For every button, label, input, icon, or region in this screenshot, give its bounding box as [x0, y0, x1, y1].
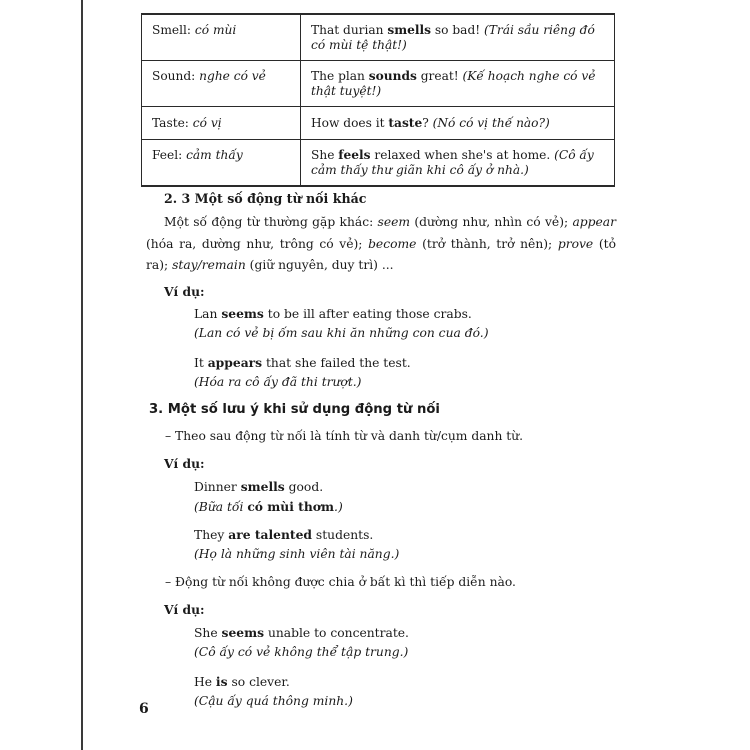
- example-sentence: [194, 353, 411, 373]
- example-sentence: [194, 672, 353, 692]
- verb-cell: [142, 61, 301, 107]
- verb-cell: [142, 107, 301, 140]
- example-text: great!: [416, 69, 463, 83]
- table-row: [142, 61, 615, 107]
- intro-text: (giữ nguyên, duy trì) ...: [245, 258, 394, 272]
- verb-term: Taste:: [152, 116, 189, 130]
- translation-text: .): [334, 500, 343, 514]
- example-translation: (Kế hoạch nghe có vẻ thật tuyệt!): [311, 69, 596, 98]
- example-translation: (Cậu ấy quá thông minh.): [194, 694, 353, 708]
- verb-term: Smell:: [152, 23, 192, 37]
- verb-meaning: nghe có vẻ: [199, 69, 266, 83]
- example-cell: [301, 140, 615, 187]
- translation-text: (Bữa tối: [194, 500, 248, 514]
- example-sentence: [194, 477, 343, 497]
- example-translation: (Trái sầu riêng đó có mùi tệ thật!): [311, 23, 595, 52]
- example-cell: [301, 14, 615, 61]
- example-translation: [194, 497, 343, 517]
- example-cell: [301, 107, 615, 140]
- example-text: good.: [284, 480, 324, 494]
- verb-cell: [142, 140, 301, 187]
- verb-stay-remain: stay/remain: [172, 258, 246, 272]
- example-text: to be ill after eating those crabs.: [263, 307, 472, 321]
- example-text: Dinner: [194, 480, 241, 494]
- example-text: It: [194, 356, 208, 370]
- usage-note-1: – Theo sau động từ nối là tính từ và danh từ/cụm danh từ.: [165, 429, 524, 443]
- example-translation: (Lan có vẻ bị ốm sau khi ăn những con cua đó.): [194, 326, 489, 340]
- example-text: She: [311, 148, 339, 162]
- example-text: She: [194, 626, 222, 640]
- page-number: 6: [139, 701, 149, 717]
- verb-meaning: cảm thấy: [186, 148, 243, 162]
- example-label: Ví dụ:: [164, 456, 205, 471]
- verb-term: Sound:: [152, 69, 196, 83]
- verb-meaning: có vị: [192, 116, 222, 130]
- verb-cell: [142, 14, 301, 61]
- section-heading-2-3: 2. 3 Một số động từ nối khác: [164, 191, 367, 206]
- page-margin-line: [81, 0, 83, 750]
- example-text: He: [194, 675, 216, 689]
- example-text: so bad!: [431, 23, 485, 37]
- example-verb: feels: [338, 148, 371, 162]
- example-verb: taste: [388, 116, 423, 130]
- example-verb: appears: [207, 355, 263, 370]
- example-cell: [301, 61, 615, 107]
- example-translation: (Cô ấy có vẻ không thể tập trung.): [194, 645, 409, 659]
- example-item: [194, 525, 399, 564]
- example-text: relaxed when she's at home.: [370, 148, 555, 162]
- example-text: so clever.: [227, 675, 290, 689]
- example-label: Ví dụ:: [164, 602, 205, 617]
- example-sentence: [194, 623, 409, 643]
- intro-text: (dường như, nhìn có vẻ);: [410, 215, 573, 229]
- example-sentence: [194, 304, 489, 324]
- example-verb: smells: [387, 23, 432, 37]
- example-text: ?: [422, 116, 433, 130]
- example-verb: seems: [221, 306, 264, 321]
- intro-text: (trở thành, trở nên);: [416, 236, 558, 251]
- example-verb: are talented: [228, 527, 313, 542]
- intro-text: (hóa ra, dường như, trông có vẻ);: [146, 236, 369, 251]
- example-verb: smells: [240, 479, 285, 494]
- example-text: The plan: [311, 69, 369, 83]
- table-row: [142, 140, 615, 187]
- verb-meaning: có mùi: [194, 23, 237, 37]
- example-text: They: [194, 528, 229, 542]
- table-row: [142, 107, 615, 140]
- example-text: students.: [312, 528, 374, 542]
- verb-term: Feel:: [152, 148, 183, 162]
- example-verb: sounds: [368, 69, 417, 83]
- translation-bold: có mùi thơm: [247, 499, 335, 514]
- verb-appear: appear: [572, 215, 617, 229]
- example-text: that she failed the test.: [262, 356, 411, 370]
- usage-note-2: – Động từ nối không được chia ở bất kì thì tiếp diễn nào.: [165, 575, 516, 589]
- example-sentence: [194, 525, 399, 545]
- table-row: [142, 14, 615, 61]
- linking-verbs-table: [141, 13, 615, 187]
- example-item: [194, 353, 411, 392]
- example-verb: is: [215, 674, 228, 689]
- example-text: How does it: [311, 116, 389, 130]
- example-item: [194, 672, 353, 711]
- example-translation: (Họ là những sinh viên tài năng.): [194, 547, 400, 561]
- example-text: unable to concentrate.: [264, 626, 409, 640]
- example-translation: (Cô ấy cảm thấy thư giãn khi cô ấy ở nhà.): [311, 148, 594, 177]
- example-label: Ví dụ:: [164, 284, 205, 299]
- example-verb: seems: [221, 625, 265, 640]
- example-text: That durian: [311, 23, 388, 37]
- example-translation: (Nó có vị thế nào?): [432, 116, 550, 130]
- section-heading-3: 3. Một số lưu ý khi sử dụng động từ nối: [149, 402, 440, 417]
- example-item: [194, 304, 489, 343]
- verb-seem: seem: [377, 215, 411, 229]
- example-translation: (Hóa ra cô ấy đã thi trượt.): [194, 375, 362, 389]
- section-intro-paragraph: [146, 212, 616, 277]
- verb-prove: prove: [557, 236, 594, 251]
- intro-text: (tỏ ra);: [146, 236, 616, 272]
- example-item: [194, 623, 409, 662]
- intro-text: Một số động từ thường gặp khác:: [164, 215, 378, 229]
- verb-become: become: [368, 236, 417, 251]
- example-text: Lan: [194, 307, 222, 321]
- example-item: [194, 477, 343, 517]
